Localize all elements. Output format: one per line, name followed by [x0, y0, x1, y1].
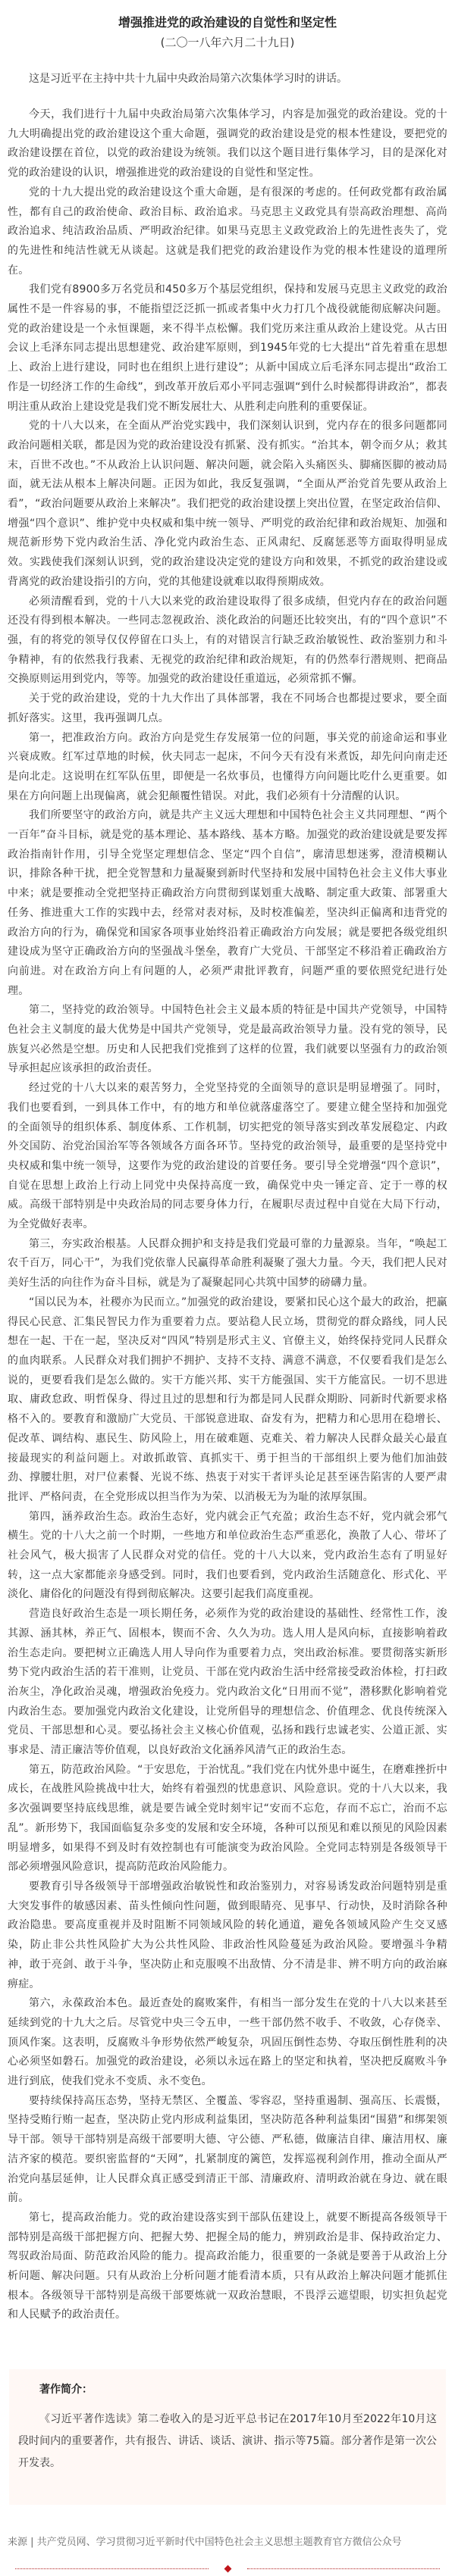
paragraph: 第七，提高政治能力。党的政治建设落实到干部队伍建设上，就要不断提高各级领导干部特别是高级干部把握方向、把握大势、把握全局的能力，辨别政治是非、保持政治定力、驾驭政治局面、防范政治风险的能力。提高政治能力，很重要的一条就是要善于从政治上分析问题、解决问题。只有从政治上分析问题才能看清本质，只有从政治上解决问题才能抓住根本。各级领导干部特别是高级干部要炼就一双政治慧眼，不畏浮云遮望眼，切实担负起党和人民赋予的政治责任。 — [8, 2211, 447, 2321]
paragraph: 第三，夯实政治根基。人民群众拥护和支持是我们党最可靠的力量源泉。当年，“唤起工农千百万，同心干”，为我们党依靠人民赢得革命胜利凝聚了强大力量。今天，我们把人民对美好生活的向往作为奋斗目标，就是为了凝聚起同心共筑中国梦的磅礴力量。 — [8, 1237, 447, 1290]
work-intro-text: 《习近平著作选读》第二卷收入的是习近平总书记在2017年10月至2022年10月这段时间内的重要著作，共有报告、讲话、谈话、演讲、指示等75篇。部分著作是第一次公开发表。 — [18, 2413, 437, 2470]
paragraph: 第一，把准政治方向。政治方向是党生存发展第一位的问题，事关党的前途命运和事业兴衰成败。红军过草地的时候，伙夫同志一起床，不问今天有没有米煮饭，却先问向南走还是向北走。这说明在红军队伍里，即便是一名炊事员，也懂得方向问题比吃什么更重要。如果在方向问题上出现偏离，就会犯颠覆性错误。对此，我们必须有十分清醒的认识。 — [8, 731, 447, 802]
divider-line-right — [247, 2568, 441, 2569]
paragraph: 党的十八大以来，在全面从严治党实践中，我们深刻认识到，党内存在的很多问题都同政治问题相关联，都是因为党的政治建设没有抓紧、没有抓实。“治其本，朝令而夕从；救其末，百世不改也。”不从政治上认识问题、解决问题，就会陷入头痛医头、脚痛医脚的被动局面，就无法从根本上解决问题。正因为如此，我反复强调，“全面从严治党首先要从政治上看”，“政治问题要从政治上来解决”。我们把党的政治建设摆上突出位置，在坚定政治信仰、增强“四个意识”、维护党中央权威和集中统一领导、严明党的政治纪律和政治规矩、加强和规范新形势下党内政治生活、净化党内政治生态、正风肃纪、反腐惩恶等方面取得明显成效。实践使我们深刻认识到，党的政治建设决定党的建设方向和效果，不抓党的政治建设或背离党的政治建设指引的方向，党的其他建设就难以取得预期成效。 — [8, 420, 447, 588]
paragraph: 营造良好政治生态是一项长期任务，必须作为党的政治建设的基础性、经常性工作，浚其源、涵其林，养正气、固根本，锲而不舍、久久为功。选人用人是风向标，直接影响着政治生态走向。要把树立正确选人用人导向作为重要着力点，突出政治标准。要贯彻落实新形势下党内政治生活的若干准则，让党员、干部在党内政治生活中经常接受政治体检，打扫政治灰尘，净化政治灵魂，增强政治免疫力。党内政治文化“日用而不觉”，潜移默化影响着党内政治生态。要加强党内政治文化建设，让党所倡导的理想信念、价值理念、优良传统深入党员、干部思想和心灵。要弘扬社会主义核心价值观，弘扬和践行忠诚老实、公道正派、实事求是、清正廉洁等价值观，以良好政治文化涵养风清气正的政治生态。 — [8, 1608, 447, 1757]
work-intro-heading: 著作简介： — [39, 2384, 93, 2396]
spacer — [8, 2325, 447, 2369]
paragraph: 关于党的政治建设，党的十九大作出了具体部署，我在不同场合也都提过要求，要全面抓好落实。这里，我再强调几点。 — [8, 692, 447, 724]
divider-line-left — [15, 2568, 209, 2569]
source-credit: 来源 | 共产党员网、学习贯彻习近平新时代中国特色社会主义思想主题教育官方微信公众号 — [8, 2537, 402, 2549]
paragraph: 第四，涵养政治生态。政治生态好，党内就会正气充盈；政治生态不好，党内就会邪气横生。党的十八大之前一个时期，一些地方和单位政治生态严重恶化，涣散了人心、带坏了社会风气，极大损害了人民群众对党的信任。党的十八大以来，党内政治生态有了明显好转，这一点大家都能亲身感受到。同时，我们也要看到，党内政治生活随意化、形式化、平淡化、庸俗化的问题没有得到彻底解决。这要引起我们高度重视。 — [8, 1510, 447, 1601]
article-intro: 这是习近平在主持中共十九届中央政治局第六次集体学习时的讲话。 — [29, 73, 347, 85]
paragraph: 党的十九大提出党的政治建设这个重大命题，是有很深的考虑的。任何政党都有政治属性，都有自己的政治使命、政治目标、政治追求。马克思主义政党具有崇高政治理想、高尚政治追求、纯洁政治品质、严明政治纪律。如果马克思主义政党政治上的先进性丧失了，党的先进性和纯洁性就无从谈起。这就是我们把党的政治建设作为党的根本性建设的道理所在。 — [8, 186, 447, 277]
ornamental-divider — [8, 2561, 447, 2576]
paragraph: 要教育引导各级领导干部增强政治敏锐性和政治鉴别力，对容易诱发政治问题特别是重大突发事件的敏感因素、苗头性倾向性问题，做到眼睛亮、见事早、行动快，及时消除各种政治隐患。要高度重视并及时阻断不同领域风险的转化通道，避免各领域风险产生交叉感染，防止非公共性风险扩大为公共性风险、非政治性风险蔓延为政治风险。要增强斗争精神，敢于亮剑、敢于斗争，坚决防止和克服嗅不出敌情、分不清是非、辨不明方向的政治麻痹症。 — [8, 1880, 447, 1990]
paragraph: “国以民为本，社稷亦为民而立。”加强党的政治建设，要紧扣民心这个最大的政治，把赢得民心民意、汇集民智民力作为重要着力点。要站稳人民立场，贯彻党的群众路线，同人民想在一起、干在一起，坚决反对“四风”特别是形式主义、官僚主义，始终保持党同人民群众的血肉联系。人民群众对我们拥护不拥护、支持不支持、满意不满意，不仅要看我们是怎么说的，更要看我们是怎么做的。实干方能兴邦、实干方能强国、实干方能富民。一切不思进取、庸政怠政、明哲保身、得过且过的思想和行为都是同人民群众期盼、同新时代新要求格格不入的。要教育和激励广大党员、干部锐意进取、奋发有为，把精力和心思用在稳增长、促改革、调结构、惠民生、防风险上，用在破难题、克难关、着力解决人民群众最关心最直接最现实的利益问题上。对敢抓敢管、真抓实干、勇于担当的干部组织上要为他们加油鼓劲、撑腰壮胆，对尸位素餐、光说不练、热衷于对实干者评头论足甚至诬告陷害的人要严肃批评、严格问责，在全党形成以担当作为为荣、以消极无为为耻的浓厚氛围。 — [8, 1296, 447, 1503]
paragraph: 我们党有8900多万名党员和450多万个基层党组织，保持和发展马克思主义政党的政治属性不是一件容易的事，不能指望泛泛抓一抓或者集中火力打几个战役就能彻底解决问题。党的政治建设是一个永恒课题，来不得半点松懈。我们党历来注重从政治上建设党。从古田会议上毛泽东同志提出思想建党、政治建军原则，到1945年党的七大提出“首先着重在思想上、政治上进行建设，同时也在组织上进行建设”；从新中国成立后毛泽东同志提出“政治工作是一切经济工作的生命线”，到改革开放后邓小平同志强调“到什么时候都得讲政治”，都表明注重从政治上建设党是我们党不断发展壮大、从胜利走向胜利的重要保证。 — [8, 283, 447, 413]
paragraph: 经过党的十八大以来的艰苦努力，全党坚持党的全面领导的意识是明显增强了。同时，我们也要看到，一到具体工作中，有的地方和单位就落虚落空了。要建立健全坚持和加强党的全面领导的组织体系、制度体系、工作机制，切实把党的领导落实到改革发展稳定、内政外交国防、治党治国治军等各领域各方面各环节。坚持党的政治领导，最重要的是坚持党中央权威和集中统一领导，这要作为党的政治建设的首要任务。要引导全党增强“四个意识”，自觉在思想上政治上行动上同党中央保持高度一致，确保党中央一锤定音、定于一尊的权威。高级干部特别是中央政治局的同志要身体力行，在履职尽责过程中自觉在大局下行动，为全党做好表率。 — [8, 1082, 447, 1231]
paragraph: 今天，我们进行十九届中央政治局第六次集体学习，内容是加强党的政治建设。党的十九大明确提出党的政治建设这个重大命题，强调党的政治建设是党的根本性建设，要把党的政治建设摆在首位，以党的政治建设为统领。我们以这个题目进行集体学习，目的是深化对党的政治建设的认识，增强推进党的政治建设的自觉性和坚定性。 — [8, 108, 447, 180]
article-body — [8, 105, 447, 2325]
diamond-icon — [224, 2565, 231, 2572]
paragraph: 必须清醒看到，党的十八大以来党的政治建设取得了很多成绩，但党内存在的政治问题还没有得到根本解决。一些同志忽视政治、淡化政治的问题还比较突出，有的“四个意识”不强，有的将党的领导仅仅停留在口头上，有的对错误言行缺乏政治敏锐性、政治鉴别力和斗争精神，有的依然我行我素、无视党的政治纪律和政治规矩，有的仍然奉行潜规则、把商品交换原则运用到党内，等等。加强党的政治建设任重道远，必须常抓不懈。 — [8, 595, 447, 686]
paragraph: 要持续保持高压态势，坚持无禁区、全覆盖、零容忍，坚持重遏制、强高压、长震慑，坚持受贿行贿一起查，坚决防止党内形成利益集团，坚决防范各种利益集团“围猎”和绑架领导干部。领导干部特别是高级干部要明大德、守公德、严私德，做廉洁自律、廉洁用权、廉洁齐家的模范。要织密监督的“天网”，扎紧制度的篱笆，发挥巡视利剑作用，推动全面从严治党向基层延伸，让人民群众真正感受到清正干部、清廉政府、清明政治就在身边、就在眼前。 — [8, 2094, 447, 2205]
article-title: 增强推进党的政治建设的自觉性和坚定性 — [118, 15, 337, 30]
paragraph: 第五，防范政治风险。“于安思危，于治忧乱。”我们党在内忧外患中诞生，在磨难挫折中成长，在战胜风险挑战中壮大，始终有着强烈的忧患意识、风险意识。党的十八大以来，我多次强调要坚持底线思维，就是要告诫全党时刻牢记“安而不忘危，存而不忘亡，治而不忘乱”。新形势下，我国面临复杂多变的发展和安全环境，各种可以预见和难以预见的风险因素明显增多，如果得不到及时有效控制也有可能演变为政治风险。全党同志特别是各级领导干部必须增强风险意识，提高防范政治风险能力。 — [8, 1763, 447, 1874]
paragraph: 我们所要坚守的政治方向，就是共产主义远大理想和中国特色社会主义共同理想、“两个一百年”奋斗目标，就是党的基本理论、基本路线、基本方略。加强党的政治建设就是要发挥政治指南针作用，引导全党坚定理想信念、坚定“四个自信”，廓清思想迷雾，澄清模糊认识，排除各种干扰，把全党智慧和力量凝聚到新时代坚持和发展中国特色社会主义伟大事业中来；就是要推动全党把坚持正确政治方向贯彻到谋划重大战略、制定重大政策、部署重大任务、推进重大工作的实践中去，经常对表对标，及时校准偏差，坚决纠正偏离和违背党的政治方向的行为，确保党和国家各项事业始终沿着正确政治方向发展；就是要把各级党组织建设成为坚守正确政治方向的坚强战斗堡垒，教育广大党员、干部坚定不移沿着正确政治方向前进。对在政治方向上有问题的人，必须严肃批评教育，问题严重的要依照党纪进行处理。 — [8, 809, 447, 997]
paragraph: 第二，坚持党的政治领导。中国特色社会主义最本质的特征是中国共产党领导，中国特色社会主义制度的最大优势是中国共产党领导，党是最高政治领导力量。没有党的领导，民族复兴必然是空想。历史和人民把我们党推到了这样的位置，我们就要以坚强有力的政治领导承担起应该承担的政治责任。 — [8, 1004, 447, 1075]
article-date: (二〇一八年六月二十九日) — [160, 36, 295, 49]
work-intro-box — [9, 2369, 446, 2505]
paragraph: 第六，永葆政治本色。最近查处的腐败案件，有相当一部分发生在党的十八大以来甚至延续到党的十九大之后。尽管党中央三令五申，一些干部仍然不收手、不收敛，心存侥幸、顶风作案。这表明，反腐败斗争形势依然严峻复杂，巩固压倒性态势、夺取压倒性胜利的决心必须坚如磐石。加强党的政治建设，必须以永远在路上的坚定和执着，坚决把反腐败斗争进行到底，使我们党永不变质、永不变色。 — [8, 1997, 447, 2088]
